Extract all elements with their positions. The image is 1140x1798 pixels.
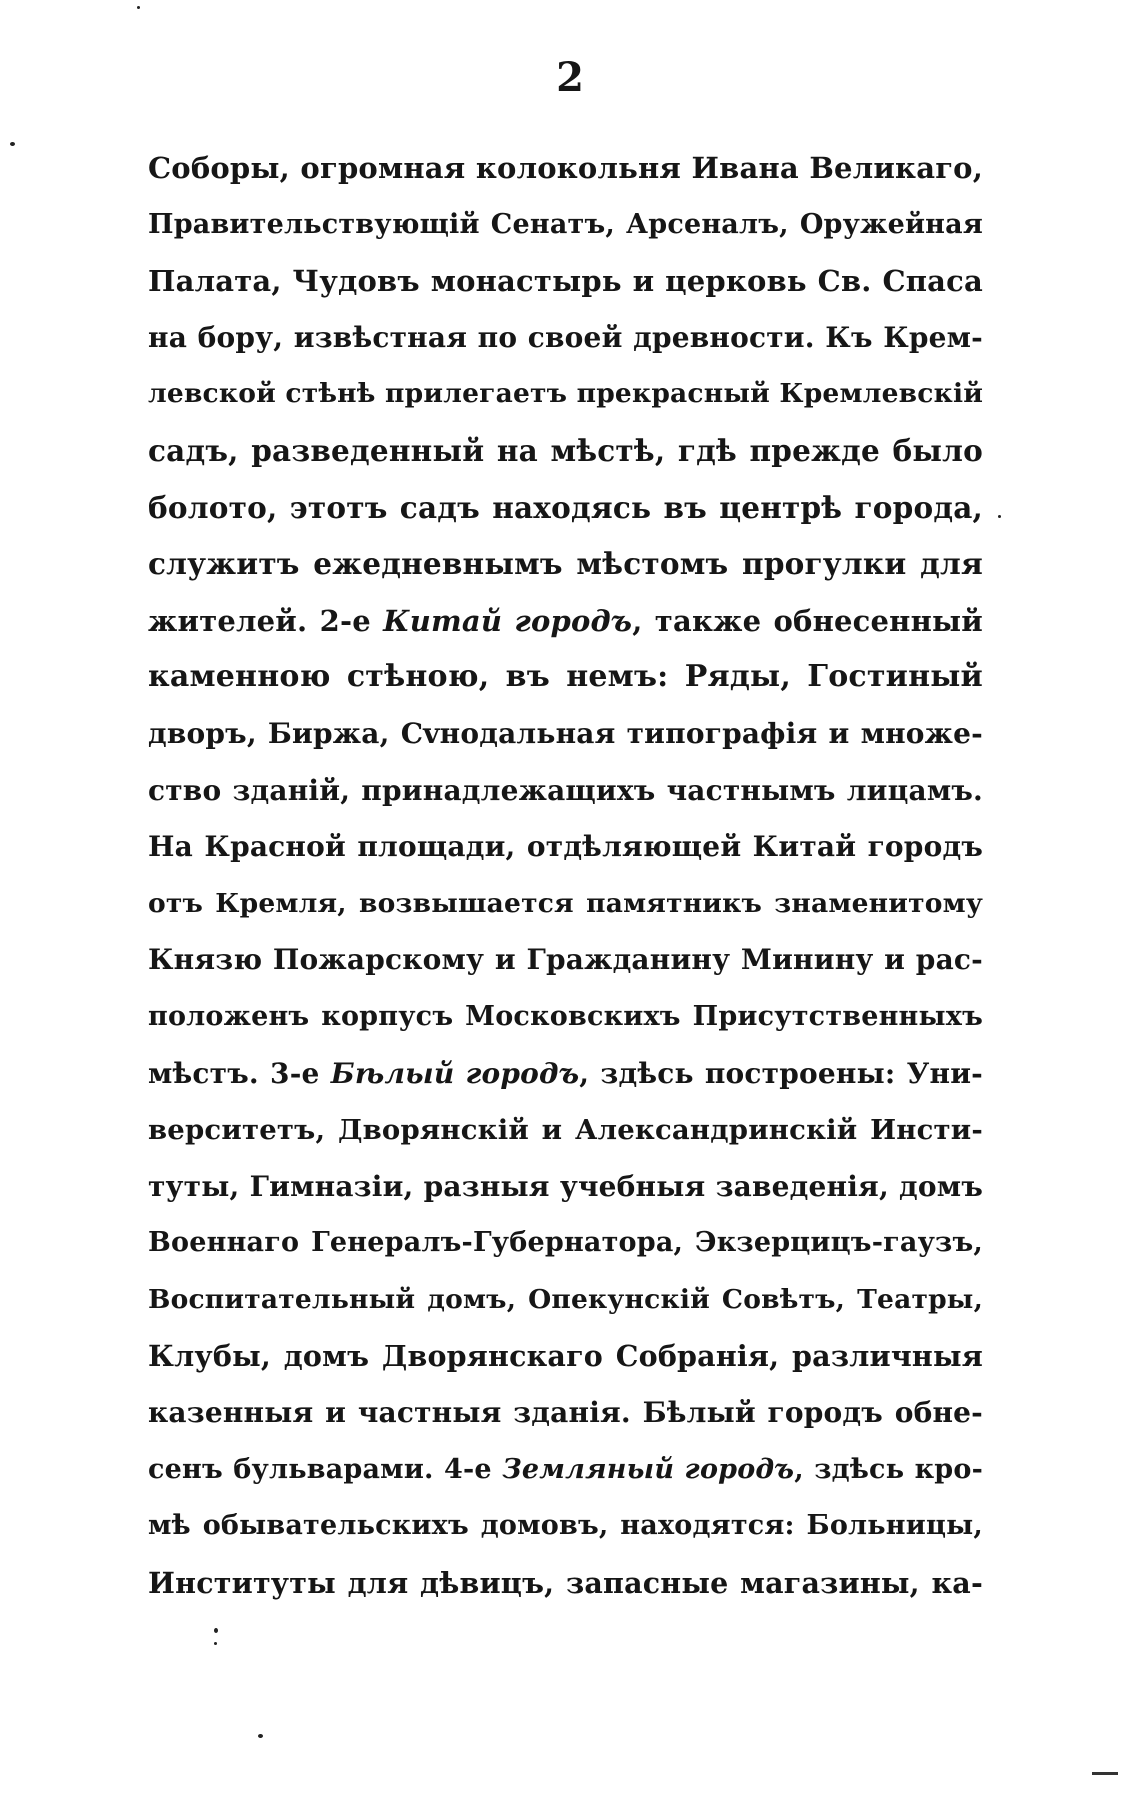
text-line <box>148 423 983 480</box>
scan-edge-mark <box>1092 1772 1118 1775</box>
text-line <box>148 1046 983 1103</box>
italic-place-name: Земляный городъ <box>502 1453 795 1485</box>
text-line <box>148 1498 983 1555</box>
italic-place-name: Китай городъ <box>383 603 633 638</box>
text-line <box>148 706 983 763</box>
body-text <box>148 140 983 1611</box>
text-line <box>148 819 983 876</box>
text-line <box>148 366 983 423</box>
text-segment: сенъ бульварами. 4-е <box>148 1453 503 1485</box>
text-segment: левской стѣнѣ прилегаетъ прекрасный Кремлевскій <box>148 378 983 410</box>
text-line <box>148 1272 983 1329</box>
scan-speck <box>10 142 15 146</box>
text-segment: Воспитательный домъ, Опекунскій Совѣтъ, Театры, <box>148 1283 983 1315</box>
text-segment: отъ Кремля, возвышается памятникъ знаменитому <box>148 887 983 919</box>
text-segment: жителей. 2-е <box>148 603 384 638</box>
text-line <box>148 593 983 650</box>
text-segment: , также обнесенный <box>632 603 983 638</box>
text-segment: Князю Пожарскому и Гражданину Минину и рас- <box>148 943 983 977</box>
text-line <box>148 1159 983 1216</box>
text-segment: болото, этотъ садъ находясь въ центрѣ города, <box>148 489 983 525</box>
text-line <box>148 649 983 706</box>
scan-speck <box>998 515 1001 518</box>
text-segment: Соборы, огромная колокольня Ивана Великаго, <box>148 151 983 185</box>
text-line <box>148 253 983 310</box>
text-segment: на бору, извѣстная по своей древности. Къ Крем- <box>148 320 983 354</box>
scan-speck <box>214 1628 218 1633</box>
text-line <box>148 310 983 367</box>
text-line <box>148 876 983 933</box>
text-segment: мѣстъ. 3-е <box>148 1056 331 1090</box>
text-segment: туты, Гимназіи, разныя учебныя заведенія, домъ <box>148 1169 983 1203</box>
text-line <box>148 197 983 254</box>
scan-speck <box>214 1642 217 1645</box>
text-segment: садъ, разведенный на мѣстѣ, гдѣ прежде было <box>148 432 983 468</box>
scan-speck <box>258 1734 263 1738</box>
text-segment: дворъ, Биржа, Сvнодальная типографія и множе- <box>148 716 983 750</box>
text-line <box>148 480 983 537</box>
text-line <box>148 536 983 593</box>
text-line <box>148 1555 983 1612</box>
text-segment: казенныя и частныя зданія. Бѣлый городъ обне- <box>148 1396 983 1430</box>
text-segment: , здѣсь построены: Уни- <box>579 1056 983 1090</box>
italic-place-name: Бѣлый городъ <box>330 1056 580 1090</box>
text-line <box>148 1102 983 1159</box>
scan-speck <box>137 6 140 9</box>
text-segment: Военнаго Генералъ-Губернатора, Экзерцицъ-гаузъ, <box>148 1227 983 1259</box>
text-line <box>148 1328 983 1385</box>
page-number: 2 <box>556 54 584 101</box>
text-segment: , здѣсь кро- <box>794 1453 983 1485</box>
text-segment: служитъ ежедневнымъ мѣстомъ прогулки для <box>148 546 983 582</box>
text-line <box>148 763 983 820</box>
text-line <box>148 1215 983 1272</box>
text-segment: На Красной площади, отдѣляющей Китай городъ <box>148 830 983 864</box>
text-segment: верситетъ, Дворянскій и Александринскій Инсти- <box>148 1114 983 1147</box>
text-segment: каменною стѣною, въ немъ: Ряды, Гостиный <box>148 659 983 695</box>
text-segment: Клубы, домъ Дворянскаго Собранія, различныя <box>148 1339 983 1374</box>
text-segment: мѣ обывательскихъ домовъ, находятся: Больницы, <box>148 1510 983 1542</box>
text-segment: ство зданій, принадлежащихъ частнымъ лицамъ. <box>148 773 983 807</box>
text-line <box>148 1442 983 1499</box>
text-line <box>148 932 983 989</box>
text-line <box>148 989 983 1046</box>
text-line <box>148 140 983 197</box>
text-line <box>148 1385 983 1442</box>
text-segment: Правительствующій Сенатъ, Арсеналъ, Оружейная <box>148 208 983 240</box>
text-segment: положенъ корпусъ Московскихъ Присутственныхъ <box>148 1000 983 1032</box>
text-segment: Институты для дѣвицъ, запасные магазины, ка- <box>148 1565 983 1600</box>
text-segment: Палата, Чудовъ монастырь и церковь Св. Спаса <box>148 264 983 299</box>
